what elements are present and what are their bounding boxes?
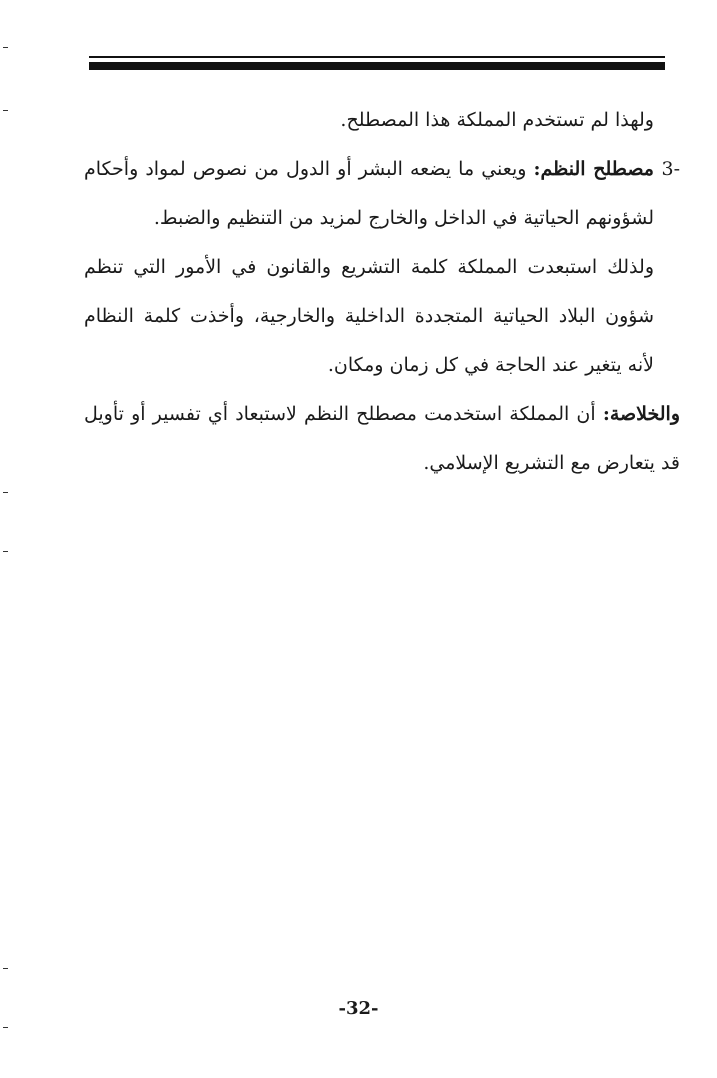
paragraph-explanation: ولذلك استبعدت المملكة كلمة التشريع والقانون في الأمور التي تنظم شؤون البلاد الحياتية المتجددة الداخلية والخارجية، وأخذت كلمة النظام لأنه يتغير عند الحاجة في كل زمان ومكان.	[84, 256, 654, 376]
scan-margin-mark	[3, 1027, 8, 1028]
body-text	[84, 96, 680, 488]
paragraph-item-3: -3مصطلح النظم: ويعني ما يضعه البشر أو الدول من نصوص لمواد وأحكام لشؤونهم الحياتية في الداخل والخارج لمزيد من التنظيم والضبط.	[84, 145, 680, 243]
scan-margin-mark	[3, 110, 8, 111]
item-number: -3	[661, 158, 680, 180]
page-number: -32-	[338, 998, 379, 1019]
term-heading: مصطلح النظم:	[533, 158, 654, 180]
paragraph-summary: والخلاصة: أن المملكة استخدمت مصطلح النظم لاستبعاد أي تفسير أو تأويل قد يتعارض مع التشريع الإسلامي.	[84, 403, 680, 474]
scan-margin-mark	[3, 551, 8, 552]
scan-margin-mark	[3, 968, 8, 969]
scan-margin-mark	[3, 47, 8, 48]
header-rule-thick	[89, 62, 665, 70]
summary-heading: والخلاصة:	[602, 403, 680, 425]
header-rule-thin	[89, 56, 665, 58]
scan-margin-mark	[3, 492, 8, 493]
paragraph-intro: ولهذا لم تستخدم المملكة هذا المصطلح.	[340, 109, 654, 131]
